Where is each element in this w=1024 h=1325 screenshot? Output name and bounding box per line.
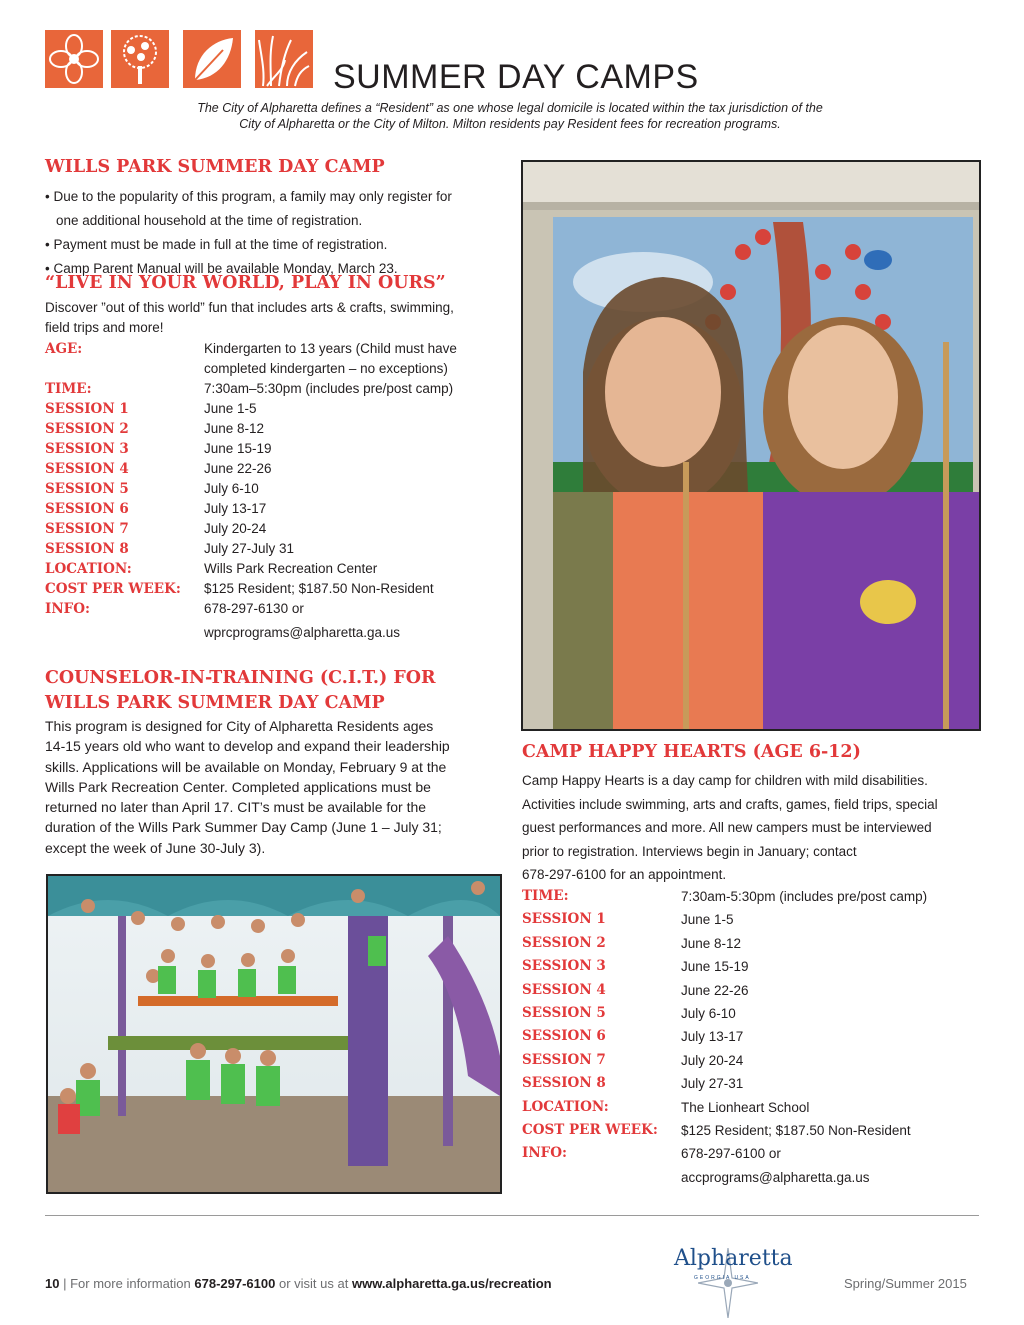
detail-row <box>45 359 505 379</box>
bullet-line: • Camp Parent Manual will be available Monday, March 23. <box>45 261 398 276</box>
detail-value: Kindergarten to 13 years (Child must have <box>204 341 457 356</box>
footer-separator: | <box>63 1276 67 1291</box>
detail-row <box>522 1049 972 1072</box>
detail-label: SESSION 4 <box>45 461 129 477</box>
resident-definition <box>130 100 890 132</box>
detail-label: SESSION 2 <box>522 934 606 951</box>
desc-line: field trips and more! <box>45 320 164 335</box>
alpharetta-logo <box>668 1238 793 1318</box>
detail-row <box>45 519 505 539</box>
detail-label: SESSION 6 <box>522 1028 606 1045</box>
detail-row <box>522 1072 972 1095</box>
detail-row <box>522 908 972 931</box>
detail-row <box>45 579 505 599</box>
footer-season: Spring/Summer 2015 <box>844 1276 967 1291</box>
footer-or-visit: or visit us at <box>278 1276 349 1291</box>
detail-value: June 15-19 <box>681 959 749 975</box>
detail-row <box>45 559 505 579</box>
page-number: 10 <box>45 1276 60 1291</box>
detail-row <box>45 599 505 619</box>
playground-photo <box>46 874 502 1194</box>
detail-value: July 6-10 <box>681 1005 736 1021</box>
intro-line-1: The City of Alpharetta defines a “Resident” as one whose legal domicile is located within the tax jurisdiction of the <box>197 101 823 115</box>
bullet-line: • Due to the popularity of this program, a family may only register for <box>45 189 452 204</box>
detail-value: June 1-5 <box>204 401 257 416</box>
detail-value: July 6-10 <box>204 481 259 496</box>
detail-row <box>522 1096 972 1119</box>
detail-label: INFO: <box>45 601 90 617</box>
detail-row <box>522 1119 972 1142</box>
detail-value: July 13-17 <box>681 1029 744 1045</box>
theme-heading: “LIVE IN YOUR WORLD, PLAY IN OURS” <box>45 273 446 293</box>
detail-label: TIME: <box>45 381 92 397</box>
detail-value: June 8-12 <box>681 935 742 951</box>
detail-row <box>522 979 972 1002</box>
wills-park-details <box>45 339 505 643</box>
detail-value: July 27-July 31 <box>204 541 295 556</box>
cit-description <box>45 716 505 858</box>
cit-line: except the week of June 30-July 3). <box>45 839 266 856</box>
wills-park-heading: WILLS PARK SUMMER DAY CAMP <box>45 157 385 177</box>
detail-label <box>45 359 204 379</box>
detail-row <box>45 479 505 499</box>
detail-value: 7:30am–5:30pm (includes pre/post camp) <box>204 381 454 396</box>
detail-value: June 15-19 <box>204 441 272 456</box>
detail-label: TIME: <box>522 888 569 904</box>
detail-label: SESSION 3 <box>45 441 129 457</box>
cit-line: This program is designed for City of Alpharetta Residents ages <box>45 718 434 734</box>
detail-row <box>45 439 505 459</box>
happy-hearts-description <box>522 769 972 887</box>
happy-hearts-line: Camp Happy Hearts is a day camp for children with mild disabilities. <box>522 773 928 788</box>
cit-heading-line-1: COUNSELOR-IN-TRAINING (C.I.T.) FOR <box>45 668 436 688</box>
cit-line: duration of the Wills Park Summer Day Camp (June 1 – July 31; <box>45 819 442 836</box>
detail-row <box>522 932 972 955</box>
detail-value: $125 Resident; $187.50 Non-Resident <box>681 1122 911 1138</box>
detail-row <box>522 955 972 978</box>
happy-hearts-line: Activities include swimming, arts and crafts, games, field trips, special <box>522 796 938 812</box>
cit-line: returned no later than April 17. CIT’s must be available for the <box>45 799 427 816</box>
detail-value: June 1-5 <box>681 912 734 928</box>
detail-row <box>45 379 505 399</box>
detail-value: $125 Resident; $187.50 Non-Resident <box>204 581 434 596</box>
happy-hearts-line: prior to registration. Interviews begin in January; contact <box>522 843 857 859</box>
detail-value: June 22-26 <box>204 461 272 476</box>
detail-label: SESSION 7 <box>45 521 129 537</box>
leaf-icon <box>183 30 241 88</box>
detail-row <box>522 1142 972 1165</box>
detail-row <box>522 1166 972 1189</box>
detail-label: SESSION 1 <box>45 401 129 417</box>
happy-hearts-heading: CAMP HAPPY HEARTS (AGE 6-12) <box>522 742 861 762</box>
detail-label: LOCATION: <box>45 561 132 577</box>
detail-row <box>45 419 505 439</box>
happy-hearts-details <box>522 885 972 1189</box>
detail-row <box>522 1002 972 1025</box>
grass-icon <box>255 30 313 88</box>
detail-row <box>522 1025 972 1048</box>
page-title: SUMMER DAY CAMPS <box>333 58 699 96</box>
logo-subtext: GEORGIA USA <box>694 1275 751 1281</box>
flower-icon <box>45 30 103 88</box>
detail-value: June 22-26 <box>681 982 749 998</box>
detail-label: SESSION 8 <box>522 1075 606 1092</box>
cit-heading-line-2: WILLS PARK SUMMER DAY CAMP <box>45 693 385 713</box>
detail-row <box>522 885 972 908</box>
detail-label: COST PER WEEK: <box>45 581 181 597</box>
footer-info <box>45 1276 552 1291</box>
email-link[interactable]: wprcprograms@alpharetta.ga.us <box>204 625 401 640</box>
detail-value: July 27-31 <box>681 1076 744 1092</box>
wills-park-bullets <box>45 185 505 281</box>
detail-row <box>45 339 505 359</box>
footer-phone[interactable]: 678-297-6100 <box>194 1276 276 1291</box>
detail-row <box>45 623 505 643</box>
detail-label: SESSION 8 <box>45 541 129 557</box>
tree-icon <box>111 30 169 88</box>
detail-value: 678-297-6130 or <box>204 601 304 616</box>
detail-label: AGE: <box>45 341 83 357</box>
detail-value: July 13-17 <box>204 501 267 516</box>
bullet-line: • Payment must be made in full at the time of registration. <box>45 237 388 252</box>
cit-line: skills. Applications will be available on Monday, February 9 at the <box>45 758 447 775</box>
bullet-line: one additional household at the time of registration. <box>56 213 363 228</box>
cit-line: 14-15 years old who want to develop and expand their leadership <box>45 738 450 755</box>
detail-row <box>45 459 505 479</box>
detail-value: Wills Park Recreation Center <box>204 561 378 576</box>
detail-value: 7:30am-5:30pm (includes pre/post camp) <box>681 889 928 904</box>
detail-label: SESSION 5 <box>522 1004 606 1021</box>
detail-row <box>45 539 505 559</box>
detail-row <box>45 399 505 419</box>
logo-text: Alpharetta <box>674 1246 793 1271</box>
detail-label: SESSION 2 <box>45 421 129 437</box>
detail-value: July 20-24 <box>204 521 267 536</box>
footer-url[interactable]: www.alpharetta.ga.us/recreation <box>351 1276 552 1291</box>
email-link[interactable]: accprograms@alpharetta.ga.us <box>681 1169 870 1185</box>
footer-more-info: For more information <box>70 1276 191 1291</box>
intro-line-2: City of Alpharetta or the City of Milton. Milton residents pay Resident fees for recreation programs. <box>239 117 781 131</box>
detail-value: completed kindergarten – no exceptions) <box>204 361 448 376</box>
wills-park-description <box>45 298 454 338</box>
desc-line: Discover ”out of this world” fun that includes arts & crafts, swimming, <box>45 300 454 315</box>
detail-label: COST PER WEEK: <box>522 1121 658 1138</box>
detail-label: SESSION 7 <box>522 1051 606 1068</box>
detail-value: June 8-12 <box>204 421 265 436</box>
detail-value: July 20-24 <box>681 1052 744 1068</box>
happy-hearts-line: 678-297-6100 for an appointment. <box>522 867 727 882</box>
happy-hearts-line: guest performances and more. All new campers must be interviewed <box>522 820 932 835</box>
footer-divider <box>45 1215 979 1216</box>
detail-label: SESSION 6 <box>45 501 129 517</box>
detail-label: LOCATION: <box>522 1098 609 1115</box>
detail-label: SESSION 1 <box>522 911 606 928</box>
detail-label: SESSION 4 <box>522 981 606 998</box>
detail-value: The Lionheart School <box>681 1099 810 1115</box>
cit-heading <box>45 666 436 716</box>
girls-photo <box>521 160 981 731</box>
detail-row <box>45 499 505 519</box>
detail-label: SESSION 3 <box>522 958 606 975</box>
detail-label: SESSION 5 <box>45 481 129 497</box>
cit-line: Wills Park Recreation Center. Completed applications must be <box>45 778 431 795</box>
detail-label: INFO: <box>522 1145 567 1162</box>
detail-value: 678-297-6100 or <box>681 1146 781 1162</box>
